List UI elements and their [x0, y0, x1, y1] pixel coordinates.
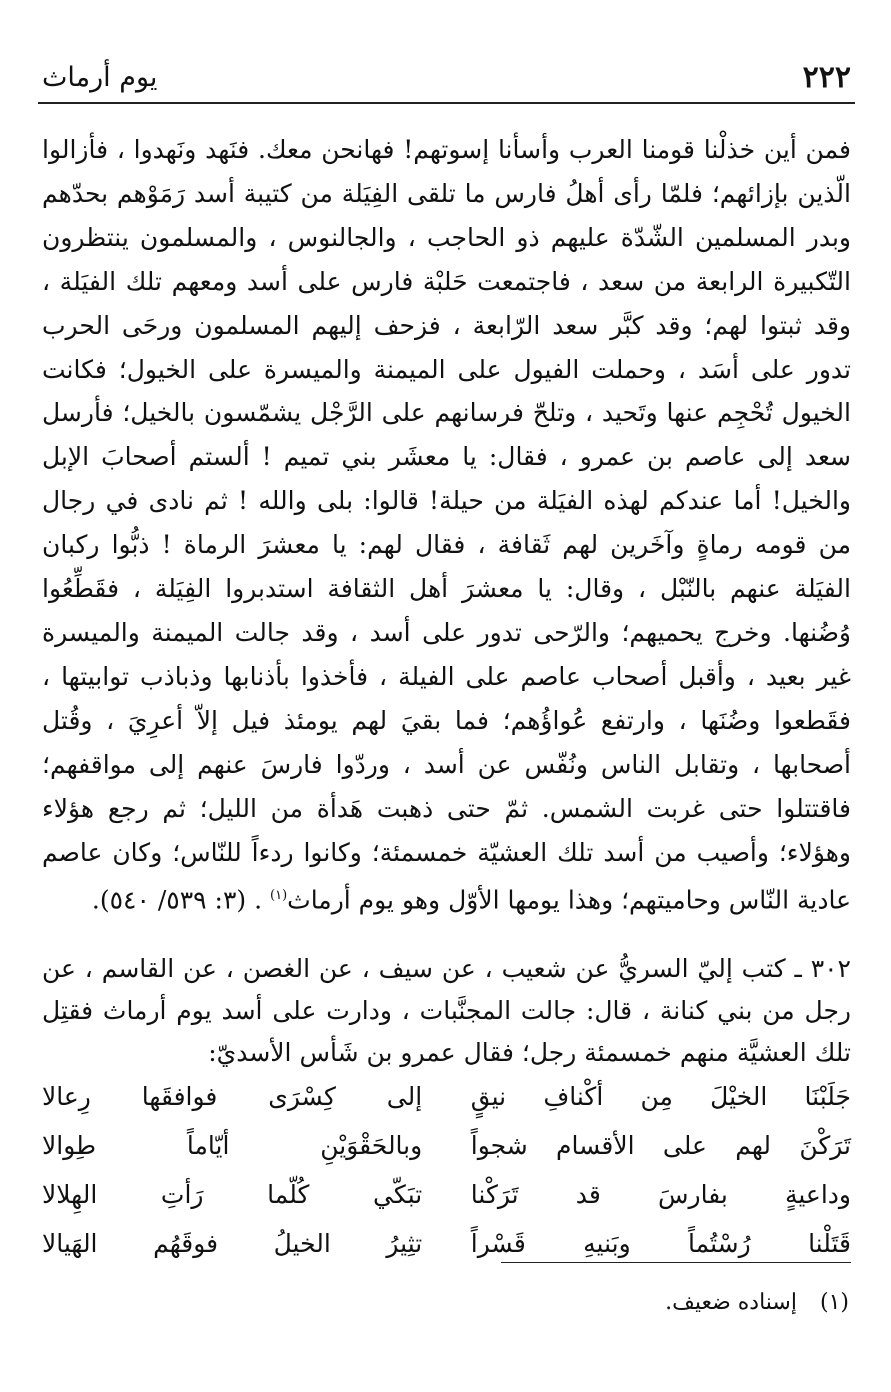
verse-second-hemistich: تثِيرُ الخيلُ فوقَهُم الهَيالا	[42, 1229, 423, 1258]
footnote-number: (١)	[819, 1290, 849, 1315]
paragraph-text: فمن أين خذلْنا قومنا العرب وأسأنا إسوتهم! فهانحن معك. فنَهد ونَهدوا ، فأزالوا الّذين بإزائهم؛ فلمّا رأى أهلُ فارس ما تلقى الفِيَلة من كتيبة أسد رَمَوْهم بحدّهم وبدر المسلمين الشّدّة عليهم ذو الحاجب ، والجالنوس ، والمسلمون ينتظرون التّكبيرة الرابعة من سعد ، فاجتمعت حَلبْة فارس على أسد ومعهم تلك الفيَلة ، وقد ثبتوا لهم؛ وقد كبَّر سعد الرّابعة ، فزحف إليهم المسلمون ورحَى الحرب تدور على أسَد ، وحملت الفيول على الميمنة والميسرة على الخيول؛ فكانت الخيول تُحْجِم عنها وتَحيد ، وتلحّ فرسانهم على الرَّجْل يشمّسون بالخيل؛ فأرسل سعد إلى عاصم بن عمرو ، فقال: يا معشَر بني تميم ! ألستم أصحابَ الإبل والخيل! أما عندكم لهذه الفيَلة من حيلة! قالوا: بلى والله ! ثم نادى في رجال من قومه رماةٍ وآخَرين لهم ثَقافة ، فقال لهم: يا معشرَ الرماة ! ذبُّوا ركبان الفيَلة عنهم بالنّبْل ، وقال: يا معشرَ أهل الثقافة استدبروا الفِيَلة ، فقَطِّعُوا وُضُنها. وخرج يحميهم؛ والرّحى تدور على أسد ، وقد جالت الميمنة والميسرة غير بعيد ، وأقبل أصحاب عاصم على الفيلة ، فأخذوا بأذنابها وذباذب توابيتها ، فقَطعوا وضُنَها ، وارتفع عُواؤُهم؛ فما بقيَ لهم يومئذ فيل إلاّ أعرِيَ ، وقُتل أصحابها ، وتقابل الناس ونُفّس عن أسد ، وردّوا فارسَ عنهم إلى مواقفهم؛ فاقتتلوا حتى غربت الشمس. ثمّ حتى ذهبت هَدأة من الليل؛ ثم رجع هؤلاء وهؤلاء؛ وأصيب من أسد تلك العشيّة خمسمئة؛ وكانوا ردءاً للنّاس؛ وكان عاصم عادية النّاس وحاميتهم؛ وهذا يومها الأوّل وهو يوم أرماث	[42, 135, 851, 915]
verse-first-hemistich: جَلَبْنَا الخيْلَ مِن أكْنافِ نيقٍ	[470, 1082, 851, 1111]
verse-second-hemistich: وبالحَقْوَيْنِ أيّاماً طِوالا	[42, 1131, 423, 1160]
footnote-marker: (١)	[270, 888, 288, 904]
verse	[42, 1170, 851, 1219]
page-header	[38, 58, 855, 104]
verse	[42, 1072, 851, 1121]
verse-first-hemistich: تَرَكْنَ لهم على الأقسام شجواً	[470, 1131, 851, 1160]
verse	[42, 1219, 851, 1268]
footnote	[665, 1290, 849, 1315]
report-302	[42, 948, 851, 1074]
verse-second-hemistich: إلى كِسْرَى فوافقَها رِعالا	[42, 1082, 423, 1111]
footnote-divider	[501, 1262, 851, 1263]
running-title: يوم أرماث	[42, 62, 158, 93]
poem	[42, 1072, 851, 1268]
footnote-text: إسناده ضعيف.	[665, 1290, 797, 1315]
citation: . (٣: ٥٣٩/ ٥٤٠).	[91, 885, 263, 915]
verse-second-hemistich: تبَكّي كُلّما رَأتِ الهِلالا	[42, 1180, 423, 1209]
main-text	[42, 128, 851, 923]
main-paragraph	[42, 128, 851, 923]
verse-first-hemistich: وداعيةٍ بفارسَ قد تَرَكْنا	[470, 1180, 851, 1209]
page-number: ٢٢٢	[802, 60, 851, 95]
report-text: ٣٠٢ ـ كتب إليّ السريُّ عن شعيب ، عن سيف ، عن الغصن ، عن القاسم ، عن رجل من بني كنانة ، قال: جالت المجنَّبات ، ودارت على أسد يوم أرماث فقتِل تلك العشيَّة منهم خمسمئة رجل؛ فقال عمرو بن شَأس الأسديّ:	[42, 954, 851, 1067]
verse-first-hemistich: قَتَلْنا رُسْتُماً وبَنيهِ قَسْراً	[470, 1229, 851, 1258]
verse	[42, 1121, 851, 1170]
